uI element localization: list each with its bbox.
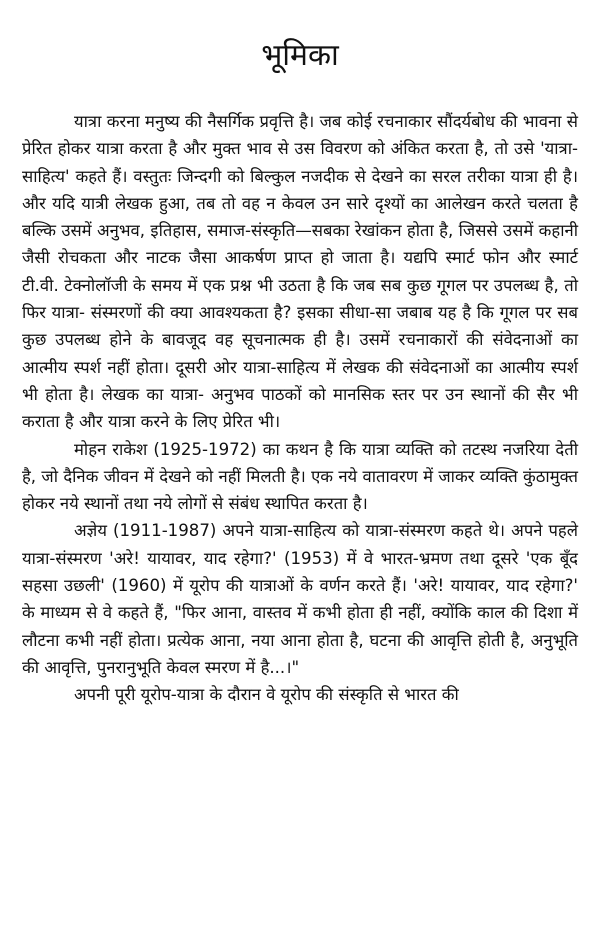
paragraph-2: मोहन राकेश (1925-1972) का कथन है कि यात्रा व्यक्ति को तटस्थ नजरिया देती है, जो दैनिक जीवन में देखने को नहीं मिलती है। एक नये वातावरण में जाकर व्यक्ति कुंठामुक्त होकर नये स्थानों तथा नये लोगों से संबंध स्थापित करता है। bbox=[22, 439, 578, 514]
body-text bbox=[22, 108, 578, 709]
paragraph-4: अपनी पूरी यूरोप-यात्रा के दौरान वे यूरोप की संस्कृति से भारत की bbox=[74, 685, 459, 705]
page-title: भूमिका bbox=[261, 38, 339, 73]
paragraph-1: यात्रा करना मनुष्य की नैसर्गिक प्रवृत्ति है। जब कोई रचनाकार सौंदर्यबोध की भावना से प्रेरित होकर यात्रा करता है और मुक्त भाव से उस विवरण को अंकित करता है, तो उसे 'यात्रा-साहित्य' कहते हैं। वस्तुतः जिन्दगी को बिल्कुल नजदीक से देखने का सरल तरीका यात्रा ही है। और यदि यात्री लेखक हुआ, तब तो वह न केवल उन सारे दृश्यों का आलेखन करते चलता है बल्कि उसमें अनुभव, इतिहास, समाज-संस्कृति—सबका रेखांकन होता है, जिससे उसमें कहानी जैसी रोचकता और नाटक जैसा आकर्षण प्राप्त हो जाता है। यद्यपि स्मार्ट फोन और स्मार्ट टी.वी. टेक्नोलॉजी के समय में एक प्रश्न भी उठता है कि जब सब कुछ गूगल पर उपलब्ध है, तो फिर यात्रा- संस्मरणों की क्या आवश्यकता है? इसका सीधा-सा जबाब यह है कि गूगल पर सब कुछ उपलब्ध होने के बावजूद वह सूचनात्मक ही है। उसमें रचनाकारों की संवेदनाओं का आत्मीय स्पर्श नहीं होता। दूसरी ओर यात्रा-साहित्य में लेखक की संवेदनाओं का आत्मीय स्पर्श भी होता है। लेखक का यात्रा- अनुभव पाठकों को मानसिक स्तर पर उन स्थानों की सैर भी कराता है और यात्रा करने के लिए प्रेरित भी। bbox=[22, 112, 578, 432]
paragraph-3: अज्ञेय (1911-1987) अपने यात्रा-साहित्य को यात्रा-संस्मरण कहते थे। अपने पहले यात्रा-संस्मरण 'अरे! यायावर, याद रहेगा?' (1953) में वे भारत-भ्रमण तथा दूसरे 'एक बूँद सहसा उछली' (1960) में यूरोप की यात्राओं के वर्णन करते हैं। 'अरे! यायावर, याद रहेगा?' के माध्यम से वे कहते हैं, "फिर आना, वास्तव में कभी होता ही नहीं, क्योंकि काल की दिशा में लौटना कभी नहीं होता। प्रत्येक आना, नया आना होता है, घटना की आवृत्ति होती है, अनुभूति की आवृत्ति, पुनरानुभूति केवल स्मरण में है...।" bbox=[22, 521, 578, 677]
